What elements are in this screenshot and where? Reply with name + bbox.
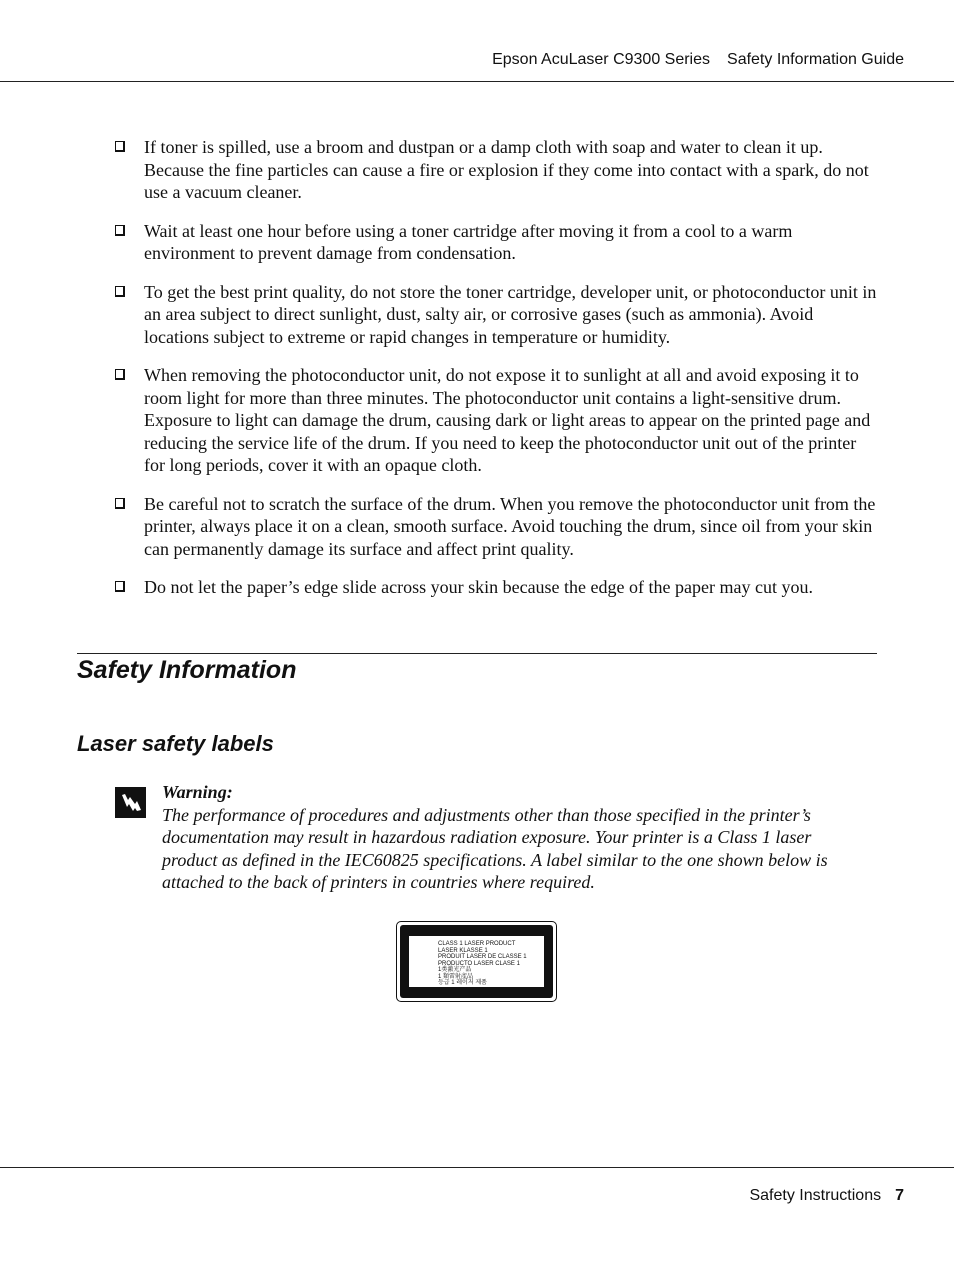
checkbox-bullet-icon [115, 141, 125, 152]
checkbox-bullet-icon [115, 286, 125, 297]
checkbox-bullet-icon [115, 581, 125, 592]
page-footer [749, 1187, 904, 1205]
label-line: 등급 1 레이저 제품 [438, 980, 487, 986]
list-item [115, 136, 880, 204]
checkbox-bullet-icon [115, 225, 125, 236]
header-guide: Safety Information Guide [727, 51, 904, 68]
label-line: PRODUIT LASER DE CLASSE 1 [438, 954, 527, 960]
label-line: CLASS 1 LASER PRODUCT [438, 941, 516, 947]
section-title: Safety Information [77, 656, 297, 684]
label-line: LASER KLASSE 1 [438, 947, 488, 954]
checkbox-bullet-icon [115, 369, 125, 380]
list-item-text: Be careful not to scratch the surface of the drum. When you remove the photoconductor unit from the printer, always place it on a clean, smooth surface. Avoid touching the drum, since oil from your skin can permanently damage its surface and affect print quality. [144, 493, 876, 559]
list-item [115, 364, 880, 477]
page-number: 7 [895, 1187, 904, 1204]
laser-label-border [400, 925, 553, 998]
footer-section: Safety Instructions [749, 1187, 882, 1204]
label-line: PRODUCTO LASER CLASE 1 [438, 960, 520, 967]
laser-label-panel [409, 936, 544, 987]
label-line: 1 類雷射產品 [438, 973, 474, 980]
page-header [0, 0, 954, 82]
section-divider [77, 653, 877, 654]
list-item [115, 493, 880, 561]
bullet-list [115, 136, 880, 615]
warning-block [162, 781, 862, 894]
warning-icon [115, 787, 146, 818]
list-item [115, 576, 880, 599]
header-product: Epson AcuLaser C9300 Series [492, 51, 711, 68]
list-item-text: Wait at least one hour before using a toner cartridge after moving it from a cool to a warm environment to prevent damage from condensation. [144, 220, 793, 263]
warning-title: Warning: [162, 782, 233, 802]
header-text [492, 51, 904, 69]
list-item [115, 281, 880, 349]
list-item [115, 220, 880, 265]
list-item-text: If toner is spilled, use a broom and dustpan or a damp cloth with soap and water to clean it up. Because the fine particles can cause a fire or explosion if they come into contact with a spark, do not use a vacuum cleaner. [144, 137, 869, 202]
list-item-text: When removing the photoconductor unit, do not expose it to sunlight at all and avoid exposing it to room light for more than three minutes. The photoconductor unit contains a light-sensitive drum. Exposure to light can damage the drum, causing dark or light areas to appear on the printed page and reducing the service life of the drum. If you need to keep the photoconductor unit out of the printer for long periods, cover it with an opaque cloth. [144, 365, 871, 475]
list-item-text: Do not let the paper’s edge slide across your skin because the edge of the paper may cut you. [144, 577, 813, 597]
laser-label-image [396, 921, 557, 1002]
list-item-text: To get the best print quality, do not store the toner cartridge, developer unit, or photoconductor unit in an area subject to direct sunlight, dust, salty air, or corrosive gases (such as ammonia). Avoid locations subject to extreme or rapid changes in temperature or humidity. [144, 281, 877, 347]
footer-divider [0, 1167, 954, 1168]
laser-label-text [438, 941, 527, 987]
checkbox-bullet-icon [115, 498, 125, 509]
warning-text: The performance of procedures and adjustments other than those specified in the printer’s documentation may result in hazardous radiation exposure. Your printer is a Class 1 laser product as defined in the IEC60825 specifications. A label similar to the one shown below is attached to the back of printers in countries where required. [162, 804, 828, 892]
subsection-title: Laser safety labels [77, 731, 274, 756]
label-line: 1类激光产品 [438, 967, 472, 973]
